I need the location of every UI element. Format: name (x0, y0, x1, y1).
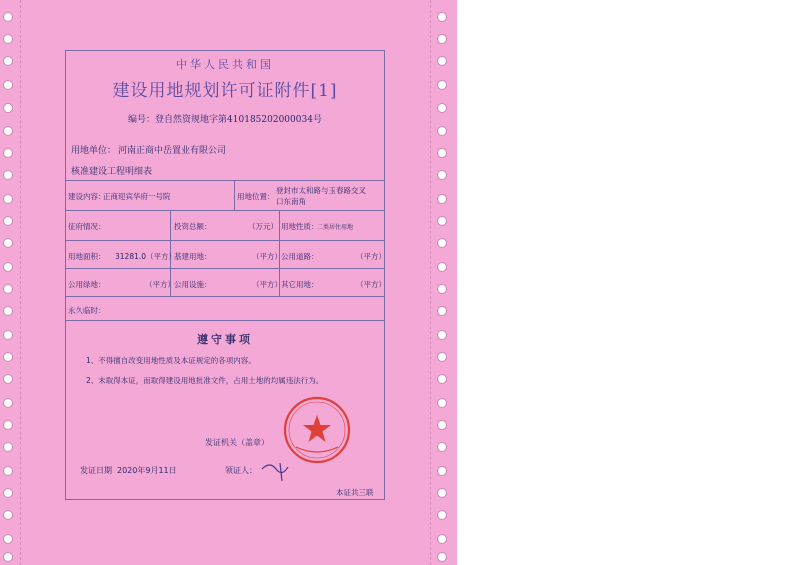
building-land-label: 基建用地： (174, 252, 212, 261)
table-rule (65, 320, 385, 321)
feed-hole (3, 510, 13, 520)
issue-date-label: 发证日期 (80, 466, 112, 475)
land-use-label: 用地性质： (281, 222, 319, 231)
feed-hole (437, 552, 447, 562)
table-divider (234, 180, 235, 210)
feed-hole (3, 442, 13, 452)
feed-hole (3, 352, 13, 362)
feed-hole (437, 12, 447, 22)
feed-hole (437, 420, 447, 430)
land-use-value: 二类居住用地 (317, 224, 354, 231)
feed-hole (3, 534, 13, 544)
public-road-label: 公用道路： (281, 252, 319, 261)
table-rule (65, 296, 385, 297)
feed-hole (437, 126, 447, 136)
feed-hole (3, 56, 13, 66)
feed-hole (3, 126, 13, 136)
feed-hole (437, 34, 447, 44)
feed-hole (3, 466, 13, 476)
rule-item-2: 2、未取得本证，而取得建设用地批准文件，占用土地的均属违法行为。 (86, 376, 324, 385)
feed-hole (3, 170, 13, 180)
public-road-unit: （平方） (356, 252, 386, 261)
feed-hole (437, 80, 447, 90)
feed-hole (437, 148, 447, 158)
feed-hole (3, 488, 13, 498)
feed-hole (437, 170, 447, 180)
location-label: 用地位置： (237, 192, 275, 201)
feed-hole (437, 216, 447, 226)
feed-hole (437, 442, 447, 452)
area-label: 用地面积： (68, 252, 106, 261)
feed-hole (437, 284, 447, 294)
perforation-right (430, 0, 431, 565)
document-number: 编号：登自然资规地字第410185202000034号 (128, 115, 322, 125)
feed-hole (437, 103, 447, 113)
receiver-label: 领证人： (225, 466, 257, 475)
location-value-line1: 登封市太和路与玉春路交叉 (276, 186, 366, 195)
green-land-unit: （平方） (145, 280, 175, 289)
other-land-unit: （平方） (356, 280, 386, 289)
feed-hole (3, 420, 13, 430)
tractor-feed-right (434, 0, 450, 565)
feed-hole (3, 238, 13, 248)
feed-hole (437, 238, 447, 248)
feed-hole (3, 330, 13, 340)
public-facility-unit: （平方） (252, 280, 282, 289)
feed-hole (437, 510, 447, 520)
table-rule (65, 268, 385, 269)
feed-hole (437, 56, 447, 66)
investment-label: 投资总额： (174, 222, 212, 231)
project-value: 正商迎宾华府一号院 (103, 192, 171, 201)
applicant-label: 用地单位： (71, 146, 117, 156)
copy-note: 本证共三联 (336, 488, 374, 497)
feed-hole (437, 374, 447, 384)
feed-hole (3, 262, 13, 272)
table-rule (65, 240, 385, 241)
applicant-value: 河南正商中岳置业有限公司 (118, 146, 227, 156)
perforation-left (20, 0, 21, 565)
feed-hole (437, 306, 447, 316)
feed-hole (437, 488, 447, 498)
feed-hole (437, 534, 447, 544)
feed-hole (437, 194, 447, 204)
area-value: 31281.0（平方） (115, 252, 177, 261)
feed-hole (3, 306, 13, 316)
other-land-label: 其它用地： (281, 280, 319, 289)
feed-hole (3, 80, 13, 90)
green-land-label: 公用绿地： (68, 280, 106, 289)
feed-hole (437, 398, 447, 408)
section-heading: 核准建设工程明细表 (71, 167, 153, 177)
feed-hole (3, 216, 13, 226)
feed-hole (3, 284, 13, 294)
land-status-label: 征府情况： (68, 222, 106, 231)
feed-hole (3, 398, 13, 408)
feed-hole (3, 194, 13, 204)
investment-unit: （万元） (248, 222, 278, 231)
project-label: 建设内容： (68, 192, 106, 201)
tractor-feed-left (0, 0, 16, 565)
building-land-unit: （平方） (252, 252, 282, 261)
feed-hole (3, 103, 13, 113)
issuer-label: 发证机关（盖章） (205, 438, 269, 447)
rule-item-1: 1、不得擅自改变用地性质及本证规定的各项内容。 (86, 356, 256, 365)
table-rule (65, 210, 385, 211)
public-facility-label: 公用设施： (174, 280, 212, 289)
feed-hole (3, 374, 13, 384)
rules-heading: 遵守事项 (197, 333, 253, 346)
table-rule (65, 180, 385, 181)
feed-hole (437, 330, 447, 340)
certificate-title: 建设用地规划许可证附件[1] (112, 81, 338, 101)
feed-hole (437, 466, 447, 476)
issue-date-value: 2020年9月11日 (117, 466, 177, 475)
feed-hole (437, 352, 447, 362)
feed-hole (3, 12, 13, 22)
country-heading: 中华人民共和国 (176, 58, 274, 71)
feed-hole (437, 262, 447, 272)
feed-hole (3, 148, 13, 158)
feed-hole (3, 34, 13, 44)
official-seal (282, 395, 352, 465)
location-value-line2: 口东南角 (276, 197, 306, 206)
feed-hole (3, 552, 13, 562)
temporary-label: 永久临时： (68, 306, 106, 315)
